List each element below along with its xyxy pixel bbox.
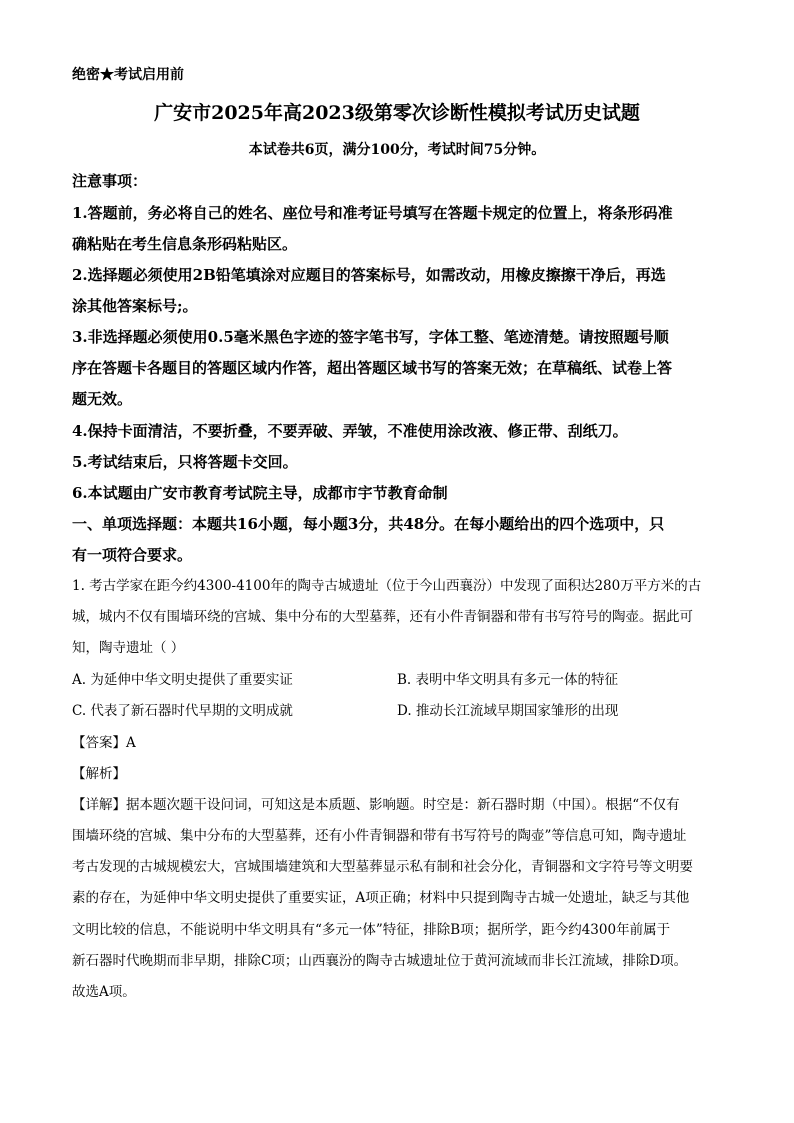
section-heading: 有一项符合要求。 bbox=[72, 546, 193, 564]
notice-line: 序在答题卡各题目的答题区域内作答，超出答题区域书写的答案无效；在草稿纸、试卷上答 bbox=[72, 359, 673, 377]
option-d: D. 推动长江流域早期国家雏形的出现 bbox=[397, 703, 619, 719]
analysis-line: 【详解】据本题次题干设问词，可知这是本质题、影响题。时空是：新石器时期（中国）。根据“不仅有 bbox=[72, 797, 680, 813]
secret-mark: 绝密★考试启用前 bbox=[72, 67, 184, 83]
notice-line: 3.非选择题必须使用0.5毫米黑色字迹的签字笔书写，字体工整、笔迹清楚。请按照题号顺 bbox=[72, 328, 669, 346]
notice-line: 2.选择题必须使用2B铅笔填涂对应题目的答案标号，如需改动，用橡皮擦擦干净后，再选 bbox=[72, 266, 666, 284]
analysis-line: 故选A项。 bbox=[72, 984, 136, 1000]
analysis-line: 新石器时代晚期而非早期，排除C项；山西襄汾的陶寺古城遗址位于黄河流域而非长江流域，排除D项。 bbox=[72, 953, 688, 969]
option-a: A. 为延伸中华文明史提供了重要实证 bbox=[72, 672, 293, 688]
notice-line: 4.保持卡面清洁，不要折叠，不要弄破、弄皱，不准使用涂改液、修正带、刮纸刀。 bbox=[72, 422, 628, 440]
analysis-line: 文明比较的信息，不能说明中华文明具有“多元一体”特征，排除B项；据所学，距今约4300年前属于 bbox=[72, 922, 671, 938]
notice-heading: 注意事项： bbox=[72, 172, 148, 190]
notice-line: 6.本试题由广安市教育考试院主导，成都市宇节教育命制 bbox=[72, 484, 448, 502]
question-stem: 1. 考古学家在距今约4300-4100年的陶寺古城遗址（位于今山西襄汾）中发现了面积达280万平方米的古 bbox=[72, 578, 702, 594]
analysis-line: 素的存在，为延伸中华文明史提供了重要实证，A项正确；材料中只提到陶寺古城一处遗址，缺乏与其他 bbox=[72, 890, 690, 906]
notice-line: 题无效。 bbox=[72, 390, 133, 408]
notice-line: 5.考试结束后，只将答题卡交回。 bbox=[72, 453, 298, 471]
analysis-line: 考古发现的古城规模宏大，宫城围墙建筑和大型墓葬显示私有制和社会分化，青铜器和文字符号等文明要 bbox=[72, 859, 693, 875]
analysis-heading: 【解析】 bbox=[72, 766, 126, 782]
question-stem: 城，城内不仅有围墙环绕的宫城、集中分布的大型墓葬，还有小件青铜器和带有书写符号的陶壶。据此可 bbox=[72, 609, 693, 625]
question-stem: 知，陶寺遗址（ ） bbox=[72, 640, 185, 656]
analysis-line: 围墙环绕的宫城、集中分布的大型墓葬，还有小件青铜器和带有书写符号的陶壶”等信息可知，陶寺遗址 bbox=[72, 828, 687, 844]
notice-line: 1.答题前，务必将自己的姓名、座位号和准考证号填写在答题卡规定的位置上，将条形码准 bbox=[72, 204, 673, 222]
notice-line: 涂其他答案标号;。 bbox=[72, 297, 198, 315]
section-heading: 一、单项选择题：本题共16小题，每小题3分，共48分。在每小题给出的四个选项中，只 bbox=[72, 515, 665, 533]
exam-info: 本试卷共6页，满分100分，考试时间75分钟。 bbox=[248, 142, 546, 158]
notice-line: 确粘贴在考生信息条形码粘贴区。 bbox=[72, 235, 298, 253]
answer-label: 【答案】A bbox=[72, 735, 136, 751]
page-title: 广安市2025年高2023级第零次诊断性模拟考试历史试题 bbox=[154, 102, 640, 124]
option-c: C. 代表了新石器时代早期的文明成就 bbox=[72, 703, 293, 719]
option-b: B. 表明中华文明具有多元一体的特征 bbox=[397, 672, 619, 688]
